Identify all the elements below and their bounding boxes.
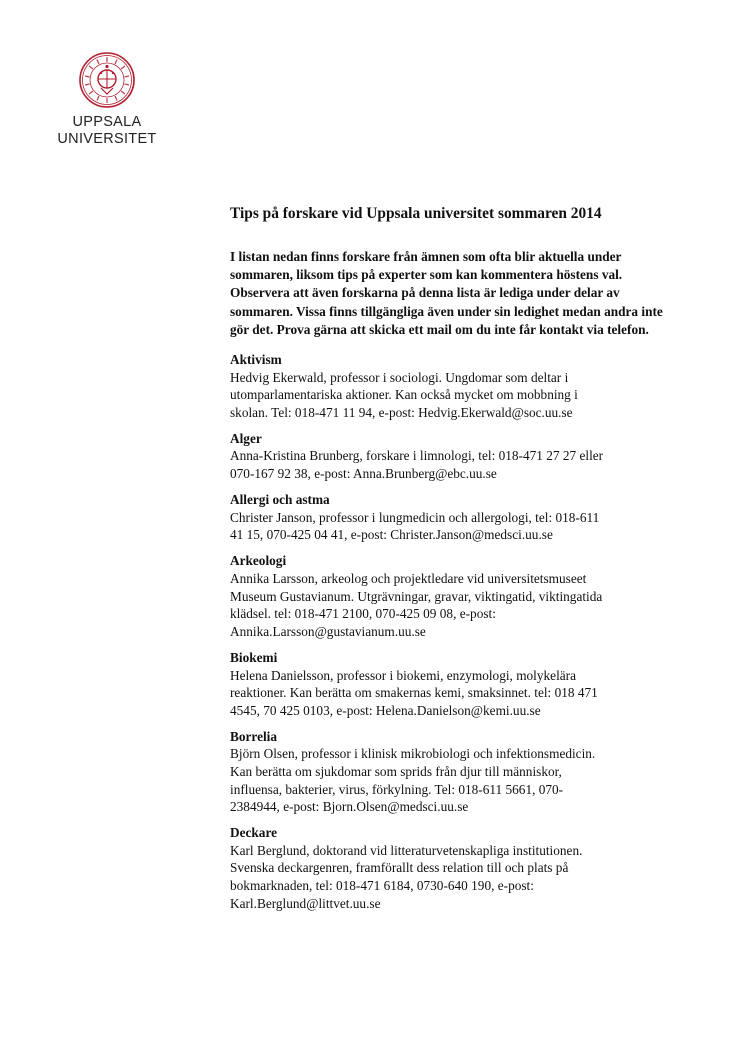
logo-line-2: UNIVERSITET [57,131,157,147]
university-logo [52,52,162,148]
document-title: Tips på forskare vid Uppsala universitet sommaren 2014 [230,205,602,222]
section-heading: Allergi och astma [230,492,330,508]
logo-line-1: UPPSALA [72,114,142,130]
section-body: Annika Larsson, arkeolog och projektledare vid universitetsmuseet Museum Gustavianum. Utgrävningar, gravar, viktingatid, viktingatida klädsel. tel: 018-471 2100, 070-425 09 08, e-post: Annika.Larsson@gustavianum.uu.se [230,571,603,639]
document-content [230,204,670,921]
section-heading: Arkeologi [230,553,287,569]
expert-sections [230,351,670,912]
section-heading: Deckare [230,825,278,841]
section-body: Christer Janson, professor i lungmedicin och allergologi, tel: 018-611 41 15, 070-425 04 41, e-post: Christer.Janson@medsci.uu.se [230,509,600,543]
section-body: Hedvig Ekerwald, professor i sociologi. Ungdomar som deltar i utomparlamentariska aktioner. Kan också mycket om mobbning i skolan. Tel: 018-471 11 94, e-post: Hedvig.Ekerwald@soc.uu.se [230,369,578,420]
section-heading: Alger [230,430,262,446]
section-heading: Biokemi [230,649,278,665]
expert-section [230,430,670,483]
section-heading: Borrelia [230,728,278,744]
expert-section [230,351,670,421]
university-seal-icon [79,52,135,108]
expert-section [230,491,670,544]
section-body: Björn Olsen, professor i klinisk mikrobiologi och infektionsmedicin. Kan berätta om sjukdomar som sprids från djur till människor, influensa, bakterier, virus, förkylning. Tel: 018-611 5661, 070- 2384944, e-post: Bjorn.Olsen@medsci.uu.se [230,746,596,815]
section-body: Karl Berglund, doktorand vid litteraturvetenskapliga institutionen. Svenska deckargenren, framförallt dess relation till och plats på bokmarknaden, tel: 018-471 6184, 0730-640 190, e-post: Karl.Berglund@littvet.uu.se [230,842,583,911]
expert-section [230,552,670,640]
expert-section [230,728,670,816]
expert-section [230,649,670,719]
section-body: Anna-Kristina Brunberg, forskare i limnologi, tel: 018-471 27 27 eller 070-167 92 38, e-post: Anna.Brunberg@ebc.uu.se [230,448,604,482]
intro-paragraph: I listan nedan finns forskare från ämnen som ofta blir aktuella under sommaren, liksom tips på experter som kan kommentera höstens val. Observera att även forskarna på denna lista är lediga under delar av sommaren. Vissa finns tillgängliga även under sin ledighet medan andra inte gör det. Prova gärna att skicka ett mail om du inte får kontakt via telefon. [230,249,663,337]
expert-section [230,824,670,912]
section-body: Helena Danielsson, professor i biokemi, enzymologi, molykelära reaktioner. Kan berätta om smakernas kemi, smaksinnet. tel: 018 471 4545, 70 425 0103, e-post: Helena.Danielson@kemi.uu.se [230,667,598,718]
section-heading: Aktivism [230,352,282,368]
